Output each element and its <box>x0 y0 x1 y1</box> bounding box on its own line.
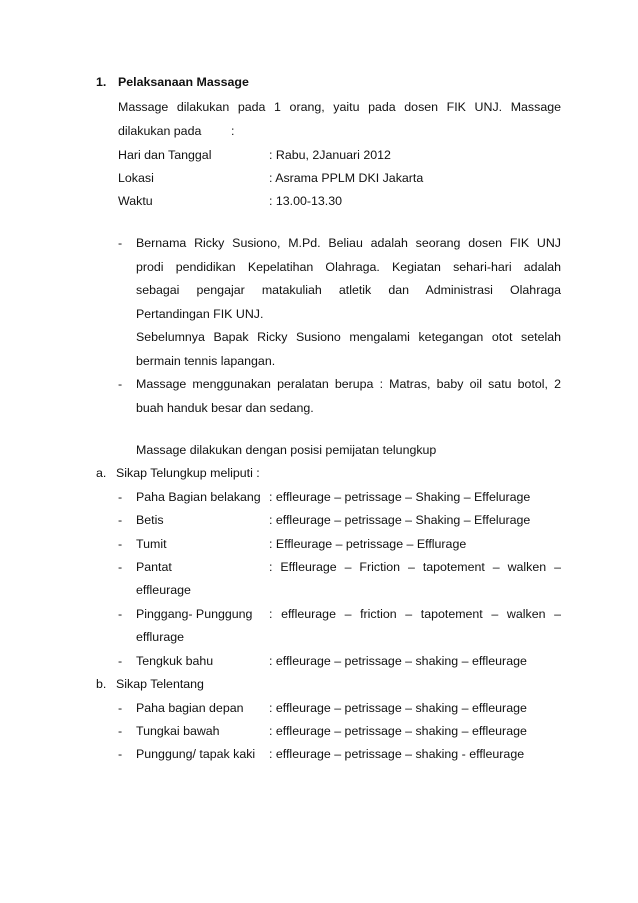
item-dash: - <box>118 747 123 761</box>
sikap-a-title: Sikap Telungkup meliputi : <box>116 466 260 480</box>
item-dash: - <box>118 701 123 715</box>
item-dash: - <box>118 537 123 551</box>
bullet-text-line: sebagai pengajar matakuliah atletik dan Administrasi Olahraga <box>136 283 561 297</box>
item-label: Punggung/ tapak kaki <box>136 747 256 761</box>
item-value: : effleurage – petrissage – Shaking – Effelurage <box>269 490 531 504</box>
item-value-continued: effleurage <box>136 583 191 597</box>
item-value: : Effleurage – Friction – tapotement – walken – <box>269 560 561 574</box>
item-dash: - <box>118 560 123 574</box>
posisi-text: Massage dilakukan dengan posisi pemijatan telungkup <box>136 443 437 457</box>
item-value: : effleurage – friction – tapotement – walken – <box>269 607 561 621</box>
item-label: Tengkuk bahu <box>136 654 214 668</box>
section-number: 1. <box>96 75 107 89</box>
item-label: Paha bagian depan <box>136 701 244 715</box>
bullet-text-line: Massage menggunakan peralatan berupa : Matras, baby oil satu botol, 2 <box>136 377 561 391</box>
item-value: : effleurage – petrissage – shaking – effleurage <box>269 701 527 715</box>
item-label: Paha Bagian belakang <box>136 490 261 504</box>
sikap-b-title: Sikap Telentang <box>116 677 204 691</box>
detail-label-waktu: Waktu <box>118 194 153 208</box>
item-dash: - <box>118 513 123 527</box>
item-label: Tungkai bawah <box>136 724 220 738</box>
sikap-a-marker: a. <box>96 466 107 480</box>
item-value: : effleurage – petrissage – shaking - effleurage <box>269 747 525 761</box>
intro-line-2-colon: : <box>231 124 235 138</box>
item-dash: - <box>118 490 123 504</box>
bullet-dash: - <box>118 377 123 391</box>
intro-line-1: Massage dilakukan pada 1 orang, yaitu pada dosen FIK UNJ. Massage <box>118 100 561 114</box>
item-value: : effleurage – petrissage – shaking – effleurage <box>269 654 527 668</box>
item-label: Tumit <box>136 537 167 551</box>
bullet-text-line: prodi pendidikan Kepelatihan Olahraga. Kegiatan sehari-hari adalah <box>136 260 561 274</box>
intro-line-2-label: dilakukan pada <box>118 124 202 138</box>
detail-value-waktu: : 13.00-13.30 <box>269 194 343 208</box>
sikap-b-marker: b. <box>96 677 107 691</box>
item-label: Pantat <box>136 560 172 574</box>
bullet-text-line: Pertandingan FIK UNJ. <box>136 307 264 321</box>
item-value: : effleurage – petrissage – Shaking – Effelurage <box>269 513 531 527</box>
item-value: : Effleurage – petrissage – Efflurage <box>269 537 467 551</box>
detail-value-hari: : Rabu, 2Januari 2012 <box>269 148 391 162</box>
bullet-text-line: bermain tennis lapangan. <box>136 354 276 368</box>
item-dash: - <box>118 607 123 621</box>
item-dash: - <box>118 724 123 738</box>
item-label: Betis <box>136 513 164 527</box>
section-title: Pelaksanaan Massage <box>118 75 249 89</box>
item-value-continued: efflurage <box>136 630 184 644</box>
item-label: Pinggang- Punggung <box>136 607 253 621</box>
item-dash: - <box>118 654 123 668</box>
bullet-text-line: Bernama Ricky Susiono, M.Pd. Beliau adalah seorang dosen FIK UNJ <box>136 236 561 250</box>
bullet-dash: - <box>118 236 123 250</box>
item-value: : effleurage – petrissage – shaking – effleurage <box>269 724 527 738</box>
detail-label-hari: Hari dan Tanggal <box>118 148 212 162</box>
detail-label-lokasi: Lokasi <box>118 171 154 185</box>
detail-value-lokasi: : Asrama PPLM DKI Jakarta <box>269 171 424 185</box>
bullet-text-line: buah handuk besar dan sedang. <box>136 401 314 415</box>
bullet-text-line: Sebelumnya Bapak Ricky Susiono mengalami ketegangan otot setelah <box>136 330 561 344</box>
